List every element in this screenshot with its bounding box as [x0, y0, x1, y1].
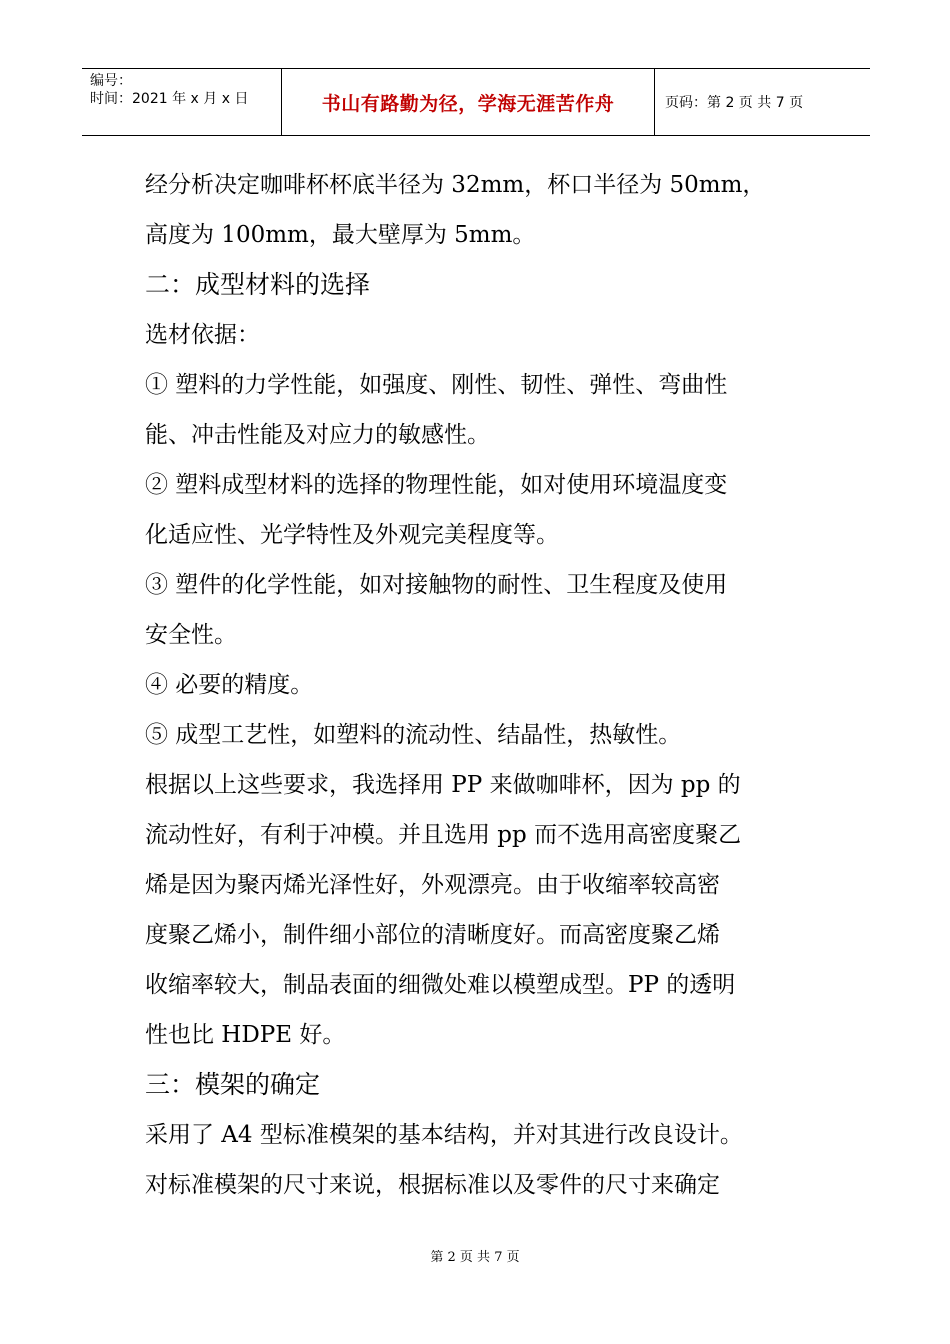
- body-line: 烯是因为聚丙烯光泽性好，外观漂亮。由于收缩率较高密: [145, 872, 720, 898]
- body-line: 度聚乙烯小，制件细小部位的清晰度好。而高密度聚乙烯: [145, 922, 720, 948]
- body-line: 对标准模架的尺寸来说，根据标准以及零件的尺寸来确定: [145, 1172, 720, 1198]
- list-item-line: 安全性。: [145, 622, 237, 648]
- page-footer: [0, 1246, 950, 1265]
- section-heading: 三：模架的确定: [145, 1070, 321, 1099]
- document-number-label: 编号：: [90, 73, 132, 89]
- body-line: 根据以上这些要求，我选择用 PP 来做咖啡杯，因为 pp 的: [145, 772, 741, 798]
- body-line: 采用了 A4 型标准模架的基本结构，并对其进行改良设计。: [145, 1122, 743, 1148]
- header-page-info: 页码：第 2 页 共 7 页: [665, 95, 804, 111]
- list-item-line: ① 塑料的力学性能，如强度、刚性、韧性、弹性、弯曲性: [145, 372, 728, 398]
- header-motto: 书山有路勤为径，学海无涯苦作舟: [321, 92, 615, 115]
- list-item-line: ② 塑料成型材料的选择的物理性能，如对使用环境温度变: [145, 472, 728, 498]
- body-line: 选材依据：: [145, 322, 260, 348]
- list-item-line: ④ 必要的精度。: [145, 672, 314, 698]
- list-item-line: 能、冲击性能及对应力的敏感性。: [145, 422, 490, 448]
- header-meta-cell: [82, 69, 282, 135]
- document-body: [145, 160, 815, 1210]
- body-line: 性也比 HDPE 好。: [145, 1022, 346, 1048]
- header-motto-cell: [282, 69, 655, 135]
- section-heading: 二：成型材料的选择: [145, 270, 371, 299]
- document-date: 时间：2021 年 x 月 x 日: [90, 91, 249, 107]
- body-line: 收缩率较大，制品表面的细微处难以模塑成型。PP 的透明: [145, 972, 736, 998]
- list-item-line: ③ 塑件的化学性能，如对接触物的耐性、卫生程度及使用: [145, 572, 728, 598]
- document-header: [82, 68, 870, 136]
- footer-page-number: 第 2 页 共 7 页: [430, 1250, 520, 1265]
- body-line: 经分析决定咖啡杯杯底半径为 32mm，杯口半径为 50mm，: [145, 172, 766, 198]
- body-line: 流动性好，有利于冲模。并且选用 pp 而不选用高密度聚乙: [145, 822, 742, 848]
- list-item-line: 化适应性、光学特性及外观完美程度等。: [145, 522, 559, 548]
- header-page-cell: [655, 69, 870, 135]
- list-item-line: ⑤ 成型工艺性，如塑料的流动性、结晶性，热敏性。: [145, 722, 682, 748]
- body-line: 高度为 100mm，最大壁厚为 5mm。: [145, 222, 536, 248]
